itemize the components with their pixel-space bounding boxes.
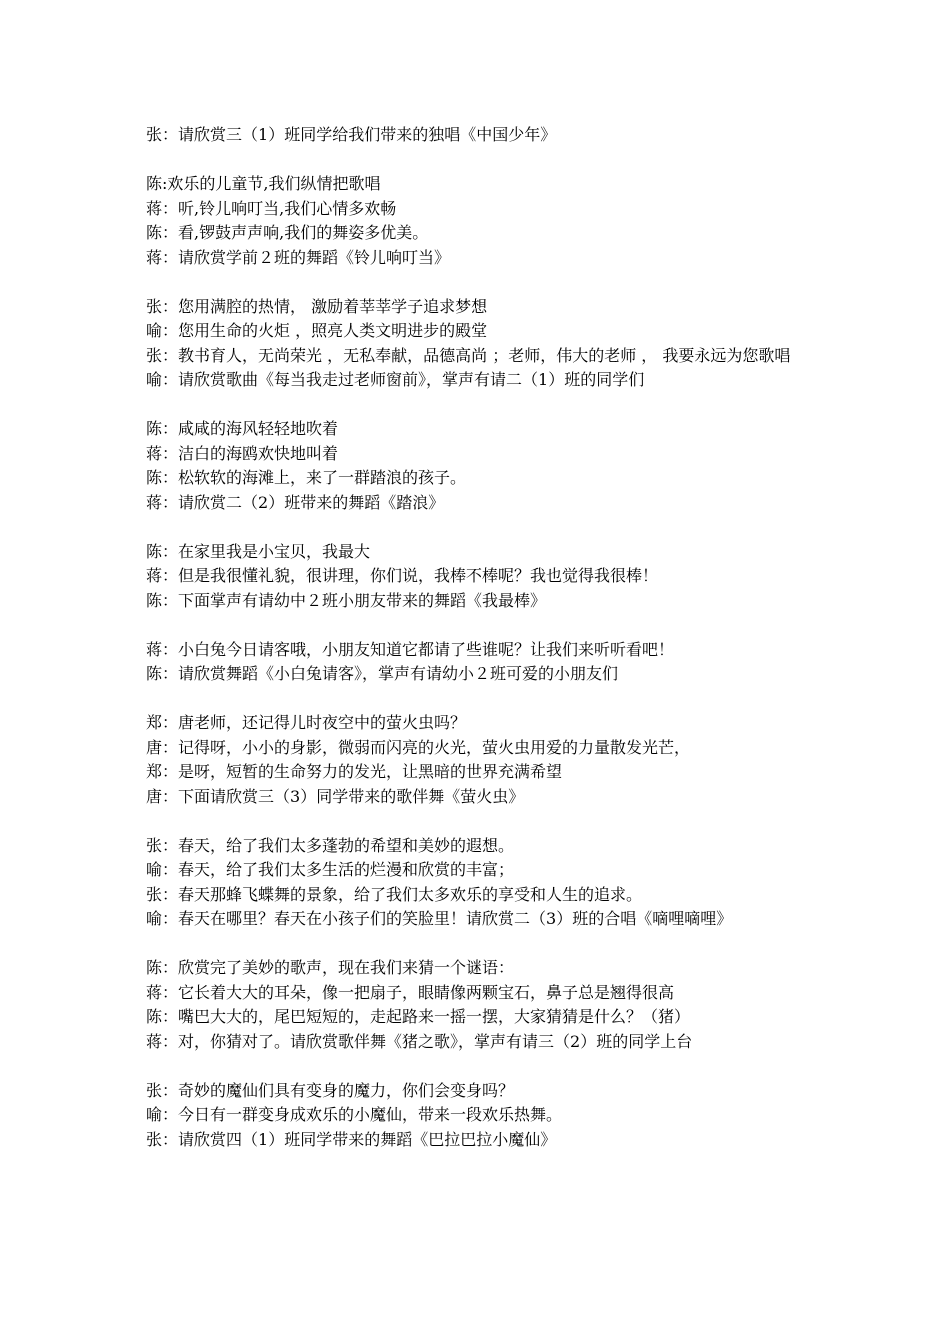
speaker-label: 喻：: [146, 370, 179, 389]
paragraph-gap: [146, 393, 816, 418]
dialogue-line: [146, 466, 816, 491]
speaker-label: 陈：: [146, 468, 179, 487]
speaker-label: 张：: [146, 1080, 179, 1100]
dialogue-line: [146, 589, 816, 614]
paragraph-gap: [146, 932, 816, 957]
dialogue-text: 唐老师，还记得儿时夜空中的萤火虫吗？: [178, 713, 467, 732]
speaker-label: 陈：: [146, 223, 179, 242]
dialogue-line: [146, 540, 816, 565]
dialogue-line: [146, 295, 816, 320]
dialogue-text: 今日有一群变身成欢乐的小魔仙，带来一段欢乐热舞。: [178, 1105, 563, 1124]
dialogue-line: [146, 834, 816, 859]
dialogue-text: 记得呀，小小的身影，微弱而闪亮的火光，萤火虫用爱的力量散发光芒，: [178, 737, 691, 757]
dialogue-text: 请欣赏学前２班的舞蹈《铃儿响叮当》: [178, 247, 451, 267]
dialogue-line: [146, 1079, 816, 1104]
paragraph-gap: [146, 687, 816, 712]
dialogue-line: [146, 907, 816, 932]
dialogue-text: 看,锣鼓声声响,我们的舞姿多优美。: [178, 223, 429, 242]
speaker-label: 张：: [146, 884, 179, 904]
speaker-label: 张：: [146, 1129, 179, 1149]
dialogue-line: [146, 736, 816, 761]
speaker-label: 陈：: [146, 1007, 179, 1026]
dialogue-line: [146, 344, 816, 369]
dialogue-line: [146, 1030, 816, 1055]
dialogue-line: [146, 197, 816, 222]
speaker-label: 陈：: [146, 419, 179, 438]
dialogue-text: 欣赏完了美妙的歌声，现在我们来猜一个谜语：: [178, 958, 515, 977]
speaker-label: 郑：: [146, 713, 179, 732]
speaker-label: 蒋：: [146, 198, 179, 218]
speaker-label: 蒋：: [146, 492, 179, 512]
speaker-label: 张：: [146, 125, 179, 144]
dialogue-text: 下面请欣赏三（3）同学带来的歌伴舞《萤火虫》: [178, 786, 525, 806]
speaker-label: 蒋：: [146, 443, 179, 463]
speaker-label: 陈：: [146, 541, 179, 561]
dialogue-line: [146, 858, 816, 883]
dialogue-text: 对，你猜对了。请欣赏歌伴舞《猪之歌》，掌声有请三（2）班的同学上台: [178, 1031, 693, 1051]
paragraph-gap: [146, 613, 816, 638]
dialogue-line: [146, 1005, 816, 1030]
dialogue-text: 春天那蜂飞蝶舞的景象，给了我们太多欢乐的享受和人生的追求。: [178, 884, 643, 904]
dialogue-text: 欢乐的儿童节,我们纵情把歌唱: [167, 174, 381, 193]
speaker-label: 陈：: [146, 590, 179, 610]
speaker-label: 唐：: [146, 737, 179, 757]
speaker-label: 张：: [146, 835, 179, 855]
dialogue-text: 请欣赏歌曲《每当我走过老师窗前》，掌声有请二（1）班的同学们: [178, 370, 645, 389]
dialogue-line: [146, 785, 816, 810]
paragraph-gap: [146, 809, 816, 834]
speaker-label: 郑：: [146, 762, 179, 781]
dialogue-text: 松软软的海滩上，来了一群踏浪的孩子。: [178, 468, 467, 487]
dialogue-line: [146, 246, 816, 271]
paragraph-gap: [146, 148, 816, 173]
speaker-label: 张：: [146, 296, 179, 316]
script-document: [146, 123, 816, 1152]
speaker-label: 陈:: [146, 174, 168, 193]
speaker-label: 蒋：: [146, 566, 179, 585]
dialogue-text: 咸咸的海风轻轻地吹着: [178, 419, 339, 438]
dialogue-text: 嘴巴大大的，尾巴短短的，走起路来一摇一摆，大家猜猜是什么？（猪）: [178, 1007, 691, 1026]
dialogue-line: [146, 564, 816, 589]
dialogue-text: 但是我很懂礼貌，很讲理，你们说，我棒不棒呢？我也觉得我很棒！: [178, 566, 659, 585]
dialogue-line: [146, 172, 816, 197]
dialogue-text: 请欣赏舞蹈《小白兔请客》，掌声有请幼小２班可爱的小朋友们: [178, 664, 619, 683]
dialogue-text: 春天，给了我们太多生活的烂漫和欣赏的丰富；: [178, 860, 515, 879]
dialogue-text: 是呀，短暂的生命努力的发光，让黑暗的世界充满希望: [178, 762, 563, 781]
speaker-label: 喻：: [146, 321, 179, 340]
dialogue-line: [146, 491, 816, 516]
speaker-label: 蒋：: [146, 639, 179, 659]
dialogue-line: [146, 221, 816, 246]
dialogue-text: 您用满腔的热情， 激励着莘莘学子追求梦想: [178, 296, 488, 316]
paragraph-gap: [146, 515, 816, 540]
dialogue-text: 请欣赏四（1）班同学带来的舞蹈《巴拉巴拉小魔仙》: [178, 1129, 557, 1149]
dialogue-line: [146, 417, 816, 442]
dialogue-text: 下面掌声有请幼中２班小朋友带来的舞蹈《我最棒》: [178, 590, 547, 610]
dialogue-text: 在家里我是小宝贝，我最大: [178, 541, 371, 561]
speaker-label: 喻：: [146, 860, 179, 879]
dialogue-text: 请欣赏三（1）班同学给我们带来的独唱《中国少年》: [178, 125, 557, 144]
dialogue-text: 小白兔今日请客哦，小朋友知道它都请了些谁呢？让我们来听听看吧！: [178, 639, 675, 659]
dialogue-line: [146, 123, 816, 148]
speaker-label: 喻：: [146, 909, 179, 928]
dialogue-line: [146, 711, 816, 736]
dialogue-line: [146, 956, 816, 981]
dialogue-line: [146, 662, 816, 687]
dialogue-text: 奇妙的魔仙们具有变身的魔力，你们会变身吗？: [178, 1080, 515, 1100]
speaker-label: 陈：: [146, 664, 179, 683]
dialogue-text: 请欣赏二（2）班带来的舞蹈《踏浪》: [178, 492, 445, 512]
dialogue-line: [146, 1128, 816, 1153]
paragraph-gap: [146, 1054, 816, 1079]
dialogue-text: 教书育人，无尚荣光 ，无私奉献，品德高尚 ；老师，伟大的老师 ， 我要永远为您歌唱: [178, 345, 791, 365]
speaker-label: 蒋：: [146, 1031, 179, 1051]
dialogue-line: [146, 981, 816, 1006]
speaker-label: 唐：: [146, 786, 179, 806]
paragraph-gap: [146, 270, 816, 295]
dialogue-text: 它长着大大的耳朵，像一把扇子，眼睛像两颗宝石，鼻子总是翘得很高: [178, 982, 675, 1002]
speaker-label: 张：: [146, 345, 179, 365]
dialogue-line: [146, 883, 816, 908]
dialogue-line: [146, 442, 816, 467]
speaker-label: 喻：: [146, 1105, 179, 1124]
dialogue-line: [146, 1103, 816, 1128]
speaker-label: 陈：: [146, 958, 179, 977]
dialogue-text: 您用生命的火炬 ，照亮人类文明进步的殿堂: [178, 321, 488, 340]
dialogue-text: 听,铃儿响叮当,我们心情多欢畅: [178, 198, 397, 218]
dialogue-text: 春天，给了我们太多蓬勃的希望和美妙的遐想。: [178, 835, 515, 855]
speaker-label: 蒋：: [146, 982, 179, 1002]
dialogue-text: 洁白的海鸥欢快地叫着: [178, 443, 339, 463]
dialogue-text: 春天在哪里？春天在小孩子们的笑脸里！请欣赏二（3）班的合唱《嘀哩嘀哩》: [178, 909, 733, 928]
speaker-label: 蒋：: [146, 247, 179, 267]
dialogue-line: [146, 638, 816, 663]
dialogue-line: [146, 760, 816, 785]
dialogue-line: [146, 368, 816, 393]
dialogue-line: [146, 319, 816, 344]
